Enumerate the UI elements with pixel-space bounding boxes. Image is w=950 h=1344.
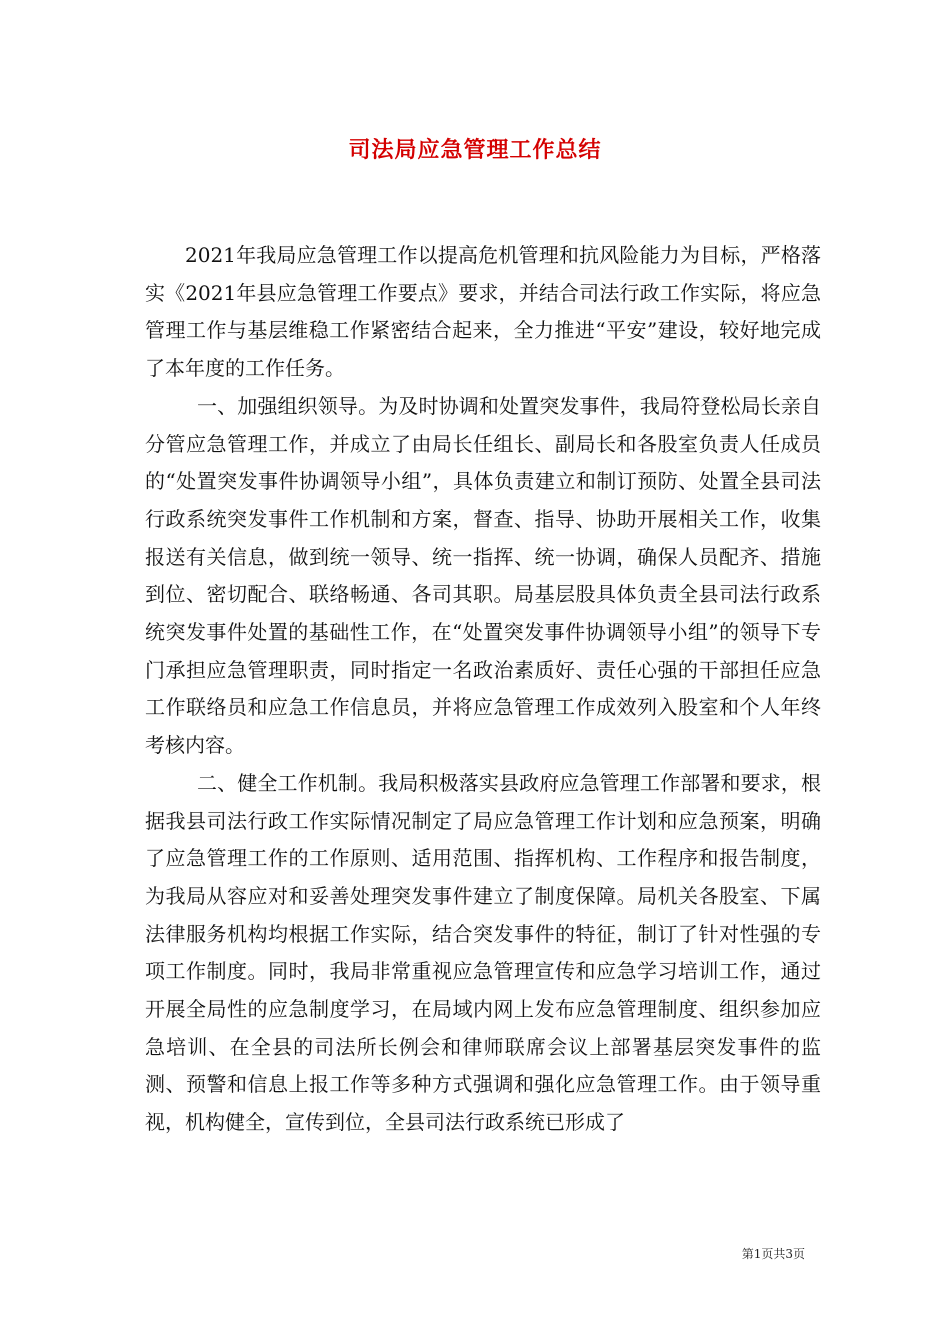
page-number-label: 第1页共3页 [741, 1247, 805, 1261]
document-title: 司法局应急管理工作总结 [348, 137, 602, 163]
paragraph-intro: 2021年我局应急管理工作以提高危机管理和抗风险能力为目标，严格落实《2021年县应急管理工作要点》要求，并结合司法行政工作实际，将应急管理工作与基层维稳工作紧密结合起来，全力推进“平安”建设，较好地完成了本年度的工作任务。 [145, 243, 821, 381]
document-body [145, 237, 821, 1142]
page-number-footer [742, 1246, 805, 1262]
paragraph-organization: 一、加强组织领导。为及时协调和处置突发事件，我局符登松局长亲自分管应急管理工作，并成立了由局长任组长、副局长和各股室负责人任成员的“处置突发事件协调领导小组”，具体负责建立和制订预防、处置全县司法行政系统突发事件工作机制和方案，督查、指导、协助开展相关工作，收集报送有关信息，做到统一领导、统一指挥、统一协调，确保人员配齐、措施到位、密切配合、联络畅通、各司其职。局基层股具体负责全县司法行政系统突发事件处置的基础性工作，在“处置突发事件协调领导小组”的领导下专门承担应急管理职责，同时指定一名政治素质好、责任心强的干部担任应急工作联络员和应急工作信息员，并将应急管理工作成效列入股室和个人年终考核内容。 [145, 393, 821, 758]
paragraph-mechanism: 二、健全工作机制。我局积极落实县政府应急管理工作部署和要求，根据我县司法行政工作实际情况制定了局应急管理工作计划和应急预案，明确了应急管理工作的工作原则、适用范围、指挥机构、工作程序和报告制度，为我局从容应对和妥善处理突发事件建立了制度保障。局机关各股室、下属法律服务机构均根据工作实际，结合突发事件的特征，制订了针对性强的专项工作制度。同时，我局非常重视应急管理宣传和应急学习培训工作，通过开展全局性的应急制度学习，在局域内网上发布应急管理制度、组织参加应急培训、在全县的司法所长例会和律师联席会议上部署基层突发事件的监测、预警和信息上报工作等多种方式强调和强化应急管理工作。由于领导重视，机构健全，宣传到位，全县司法行政系统已形成了 [145, 770, 821, 1135]
